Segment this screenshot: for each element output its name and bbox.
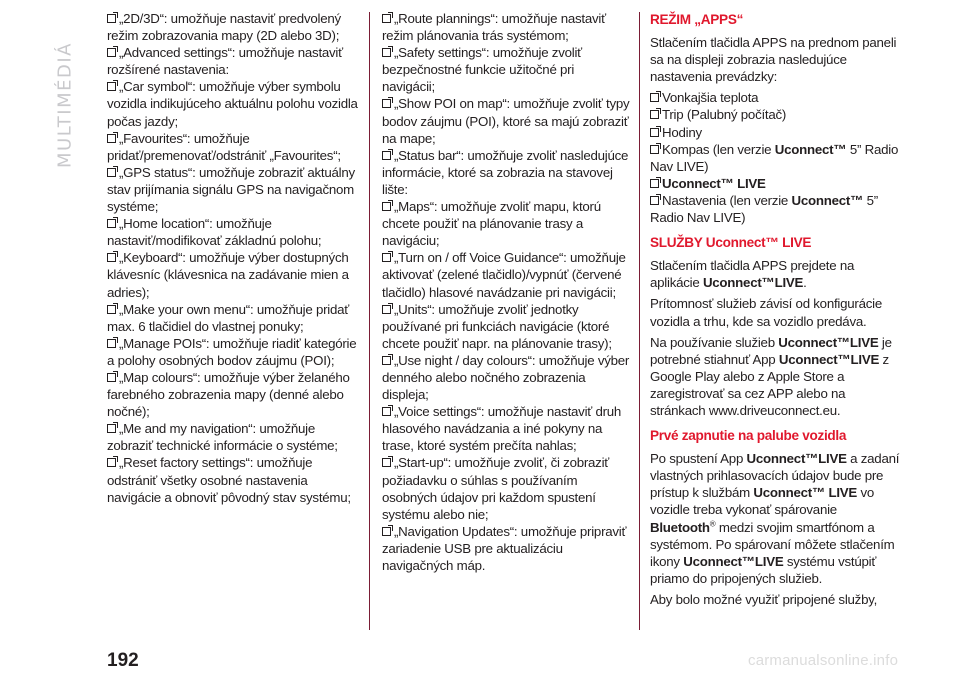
section-heading-apps: REŽIM „APPS“ [650,12,744,27]
list-item: Vonkajšia teplota [650,89,904,106]
list-item: Kompas (len verzie Uconnect™ 5” Radio Nav LIVE) [650,141,899,174]
checkbox-bullet-icon [382,48,391,57]
list-item: „Map colours“: umožňuje výber želaného farebného zobrazenia mapy (denné alebo nočné); [107,369,350,420]
list-item: „Voice settings“: umožňuje nastaviť druh hlasového navádzania a iné pokyny na trase, ktoré systém prečíta nahlas; [382,404,622,454]
list-item: „Navigation Updates“: umožňuje pripraviť zariadenie USB pre aktualizáciu navigačných máp. [382,523,627,573]
list-item: „Show POI on map“: umožňuje zvoliť typy bodov záujmu (POI), ktoré sa majú zobraziť na mape; [382,96,630,146]
checkbox-bullet-icon [382,356,391,365]
checkbox-bullet-icon [650,110,659,119]
list-item: „Use night / day colours“: umožňuje výber denného alebo nočného zobrazenia displeja; [382,352,630,403]
services-availability-paragraph: Prítomnosť služieb závisí od konfigurácie vozidla a trhu, kde sa vozidlo predáva. [650,296,882,329]
column-right [650,10,904,612]
list-item: „Keyboard“: umožňuje výber dostupných klávesníc (klávesnica na zadávanie mien a adries); [107,250,349,300]
column-divider-left [369,12,370,630]
list-item: „2D/3D“: umožňuje nastaviť predvolený režim zobrazovania mapy (2D alebo 3D); [107,11,341,44]
connected-services-paragraph: Aby bolo možné využiť pripojené služby, [650,591,878,607]
chapter-side-title [50,30,80,180]
checkbox-bullet-icon [107,48,116,57]
checkbox-bullet-icon [382,14,391,23]
checkbox-bullet-icon [107,82,116,91]
list-item: „Route plannings“: umožňuje nastaviť režim plánovania trás systémom; [382,11,606,44]
list-item: „Status bar“: umožňuje zvoliť nasledujúce informácie, ktoré sa zobrazia na stavovej lište: [382,147,629,197]
column-middle [382,10,630,574]
list-item: „Start-up“: umožňuje zvoliť, či zobraziť požiadavku o súhlas s používaním osobných údajov pri každom spustení systému alebo nie; [382,455,610,522]
first-start-paragraph: Po spustení App Uconnect™LIVE a zadaní vlastných prihlasovacích údajov bude pre prístup k službám Uconnect™ LIVE vo vozidle treba vykonať spárovanie Bluetooth® medzi svojim smartfónom a systémom. Po spárovaní môžete stlačením ikony Uconnect™LIVE systému vstúpiť priamo do pripojených služieb. [650,451,900,586]
checkbox-bullet-icon [107,424,116,433]
list-item: „Make your own menu“: umožňuje pridať max. 6 tlačidiel do vlastnej ponuky; [107,301,350,334]
checkbox-bullet-icon [382,458,391,467]
checkbox-bullet-icon [382,253,391,262]
list-item: „Reset factory settings“: umožňuje odstrániť všetky osobné nastavenia navigácie a obnoviť pôvodný stav systému; [107,455,351,505]
checkbox-bullet-icon [382,202,391,211]
checkbox-bullet-icon [650,145,659,154]
checkbox-bullet-icon [107,339,116,348]
checkbox-bullet-icon [382,407,391,416]
checkbox-bullet-icon [650,93,659,102]
list-item: „Favourites“: umožňuje pridať/premenovať/odstrániť „Favourites“; [107,130,341,163]
watermark: carmanualsonline.info [748,652,899,669]
checkbox-bullet-icon [382,151,391,160]
checkbox-bullet-icon [650,179,659,188]
list-item: „Maps“: umožňuje zvoliť mapu, ktorú chcete použiť na plánovanie trasy a navigáciu; [382,199,601,249]
checkbox-bullet-icon [382,305,391,314]
page-number: 192 [107,650,139,671]
list-item: „Car symbol“: umožňuje výber symbolu vozidla indikujúceho aktuálnu polohu vozidla počas jazdy; [107,79,358,129]
checkbox-bullet-icon [107,14,116,23]
list-item: Trip (Palubný počítač) [650,106,904,123]
services-download-paragraph: Na používanie služieb Uconnect™LIVE je potrebné stiahnuť App Uconnect™LIVE z Google Play alebo z Apple Store a zaregistrovať sa cez APP alebo na stránkach www.driveuconnect.eu. [650,334,892,418]
list-item: „Safety settings“: umožňuje zvoliť bezpečnostné funkcie užitočné pri navigácii; [382,45,582,95]
list-item: Uconnect™ LIVE [650,175,904,192]
checkbox-bullet-icon [650,128,659,137]
checkbox-bullet-icon [650,196,659,205]
checkbox-bullet-icon [107,134,116,143]
checkbox-bullet-icon [107,253,116,262]
checkbox-bullet-icon [107,458,116,467]
list-item: Hodiny [650,124,904,141]
checkbox-bullet-icon [107,219,116,228]
list-item: „Advanced settings“: umožňuje nastaviť rozšírené nastavenia: [107,45,343,78]
section-heading-first-start: Prvé zapnutie na palube vozidla [650,428,847,444]
checkbox-bullet-icon [107,373,116,382]
section-heading-services: SLUŽBY Uconnect™ LIVE [650,235,812,251]
checkbox-bullet-icon [382,99,391,108]
column-divider-right [639,12,640,630]
list-item: „GPS status“: umožňuje zobraziť aktuálny stav prijímania signálu GPS na navigačnom systéme; [107,164,355,215]
list-item: „Manage POIs“: umožňuje riadiť kategórie a polohy osobných bodov záujmu (POI); [107,335,357,368]
checkbox-bullet-icon [107,305,116,314]
checkbox-bullet-icon [107,168,116,177]
apps-intro: Stlačením tlačidla APPS na prednom paneli sa na displeji zobrazia nasledujúce nastavenia prevádzky: [650,35,897,85]
services-paragraph: Stlačením tlačidla APPS prejdete na aplikácie Uconnect™LIVE. [650,258,855,291]
list-item: „Me and my navigation“: umožňuje zobraziť technické informácie o systéme; [107,421,338,454]
list-item: „Home location“: umožňuje nastaviť/modifikovať základnú polohu; [107,216,322,249]
chapter-side-title-text: MULTIMÉDIÁ [54,42,76,168]
list-item: Nastavenia (len verzie Uconnect™ 5” Radio Nav LIVE) [650,192,878,226]
checkbox-bullet-icon [382,527,391,536]
column-left [107,10,359,506]
list-item: „Turn on / off Voice Guidance“: umožňuje aktivovať (zelené tlačidlo)/vypnúť (červené tlačidlo) hlasové navádzanie pri navigácii; [382,250,626,300]
list-item: „Units“: umožňuje zvoliť jednotky používané pri funkciách navigácie (ktoré chcete použiť napr. na plánovanie trasy); [382,301,612,351]
